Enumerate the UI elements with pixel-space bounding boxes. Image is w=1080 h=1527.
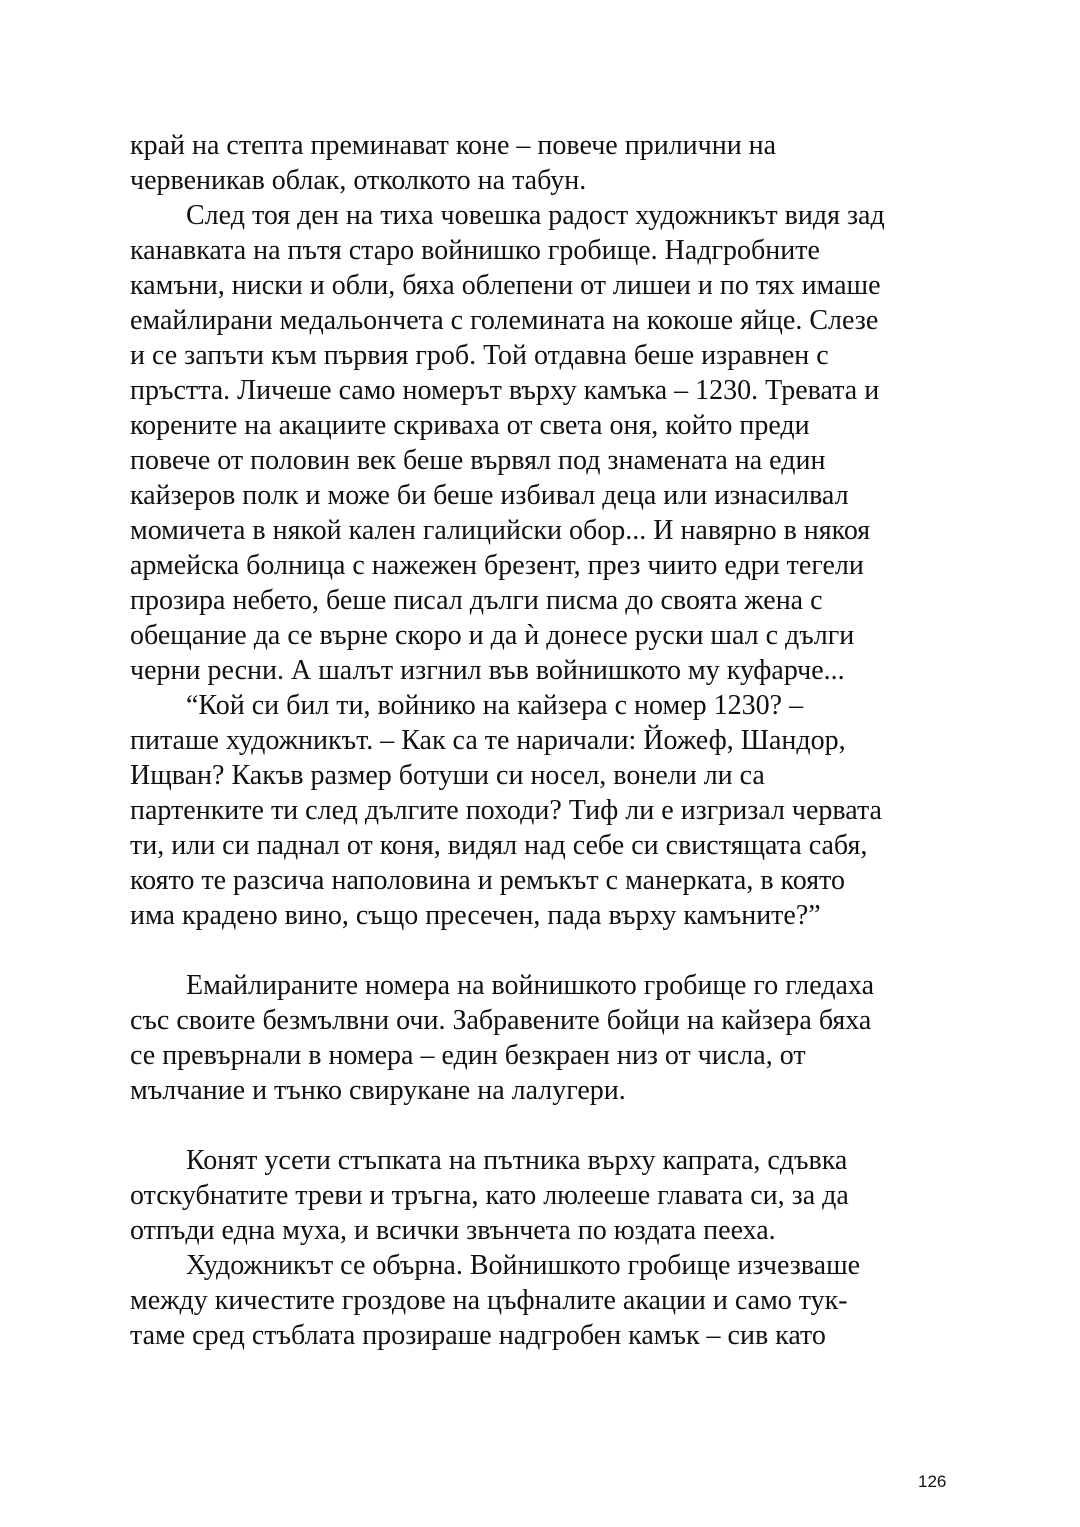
blank-line <box>130 933 960 968</box>
text-line: таме сред стъблата прозираше надгробен камък – сив като <box>130 1320 826 1351</box>
text-line: армейска болница с нажежен брезент, през чиито едри тегели <box>130 550 864 581</box>
text-line: мълчание и тънко свирукане на лалугери. <box>130 1075 626 1106</box>
text-line: се превърнали в номера – един безкраен низ от числа, от <box>130 1040 806 1071</box>
text-line: емайлирани медальончета с големината на кокоше яйце. Слезе <box>130 305 879 336</box>
text-line: която те разсича наполовина и ремъкът с манерката, в която <box>130 865 845 896</box>
text-line: пръстта. Личеше само номерът върху камъка – 1230. Тревата и <box>130 375 880 406</box>
text-line: Ищван? Какъв размер ботуши си носел, вонели ли са <box>130 760 765 791</box>
text-line: момичета в някой кален галицийски обор... И навярно в някоя <box>130 515 871 546</box>
text-line: прозира небето, беше писал дълги писма до своята жена с <box>130 585 823 616</box>
text-line: повече от половин век беше вървял под знамената на един <box>130 445 826 476</box>
text-line: и се запъти към първия гроб. Той отдавна беше изравнен с <box>130 340 829 371</box>
text-line: партенките ти след дългите походи? Тиф ли е изгризал червата <box>130 795 882 826</box>
text-line: Емайлираните номера на войнишкото гробище го гледаха <box>186 970 875 1001</box>
text-line: Конят усети стъпката на пътника върху капрата, сдъвка <box>186 1145 848 1176</box>
text-line: канавката на пътя старо войнишко гробище. Надгробните <box>130 235 820 266</box>
text-line: между кичестите гроздове на цъфналите акации и само тук- <box>130 1285 848 1316</box>
text-line: Художникът се обърна. Войнишкото гробище изчезваше <box>186 1250 861 1281</box>
text-line: отскубнатите треви и тръгна, като люлееше главата си, за да <box>130 1180 849 1211</box>
text-line: черни ресни. А шалът изгнил във войнишкото му куфарче... <box>130 655 845 686</box>
text-line: корените на акациите скриваха от света оня, който преди <box>130 410 810 441</box>
text-line: обещание да се върне скоро и да ѝ донесе руски шал с дълги <box>130 620 855 651</box>
text-line: отпъди една муха, и всички звънчета по юздата пееха. <box>130 1215 776 1246</box>
blank-line <box>130 1108 960 1143</box>
text-line: камъни, ниски и обли, бяха облепени от лишеи и по тях имаше <box>130 270 881 301</box>
text-line: със своите безмълвни очи. Забравените бойци на кайзера бяха <box>130 1005 872 1036</box>
text-line: кайзеров полк и може би беше избивал деца или изнасилвал <box>130 480 849 511</box>
text-line: червеникав облак, отколкото на табун. <box>130 165 587 196</box>
text-line: питаше художникът. – Как са те наричали: Йожеф, Шандор, <box>130 725 846 756</box>
text-line: край на степта преминават коне – повече прилични на <box>130 130 777 161</box>
text-line: ти, или си паднал от коня, видял над себе си свистящата сабя, <box>130 830 868 861</box>
body-text <box>130 128 960 1353</box>
text-line: След тоя ден на тиха човешка радост художникът видя зад <box>186 200 885 231</box>
text-line: има крадено вино, също пресечен, пада върху камъните?” <box>130 900 821 931</box>
page-number: 126 <box>918 1472 947 1491</box>
text-line: “Кой си бил ти, войнико на кайзера с номер 1230? – <box>186 690 804 721</box>
